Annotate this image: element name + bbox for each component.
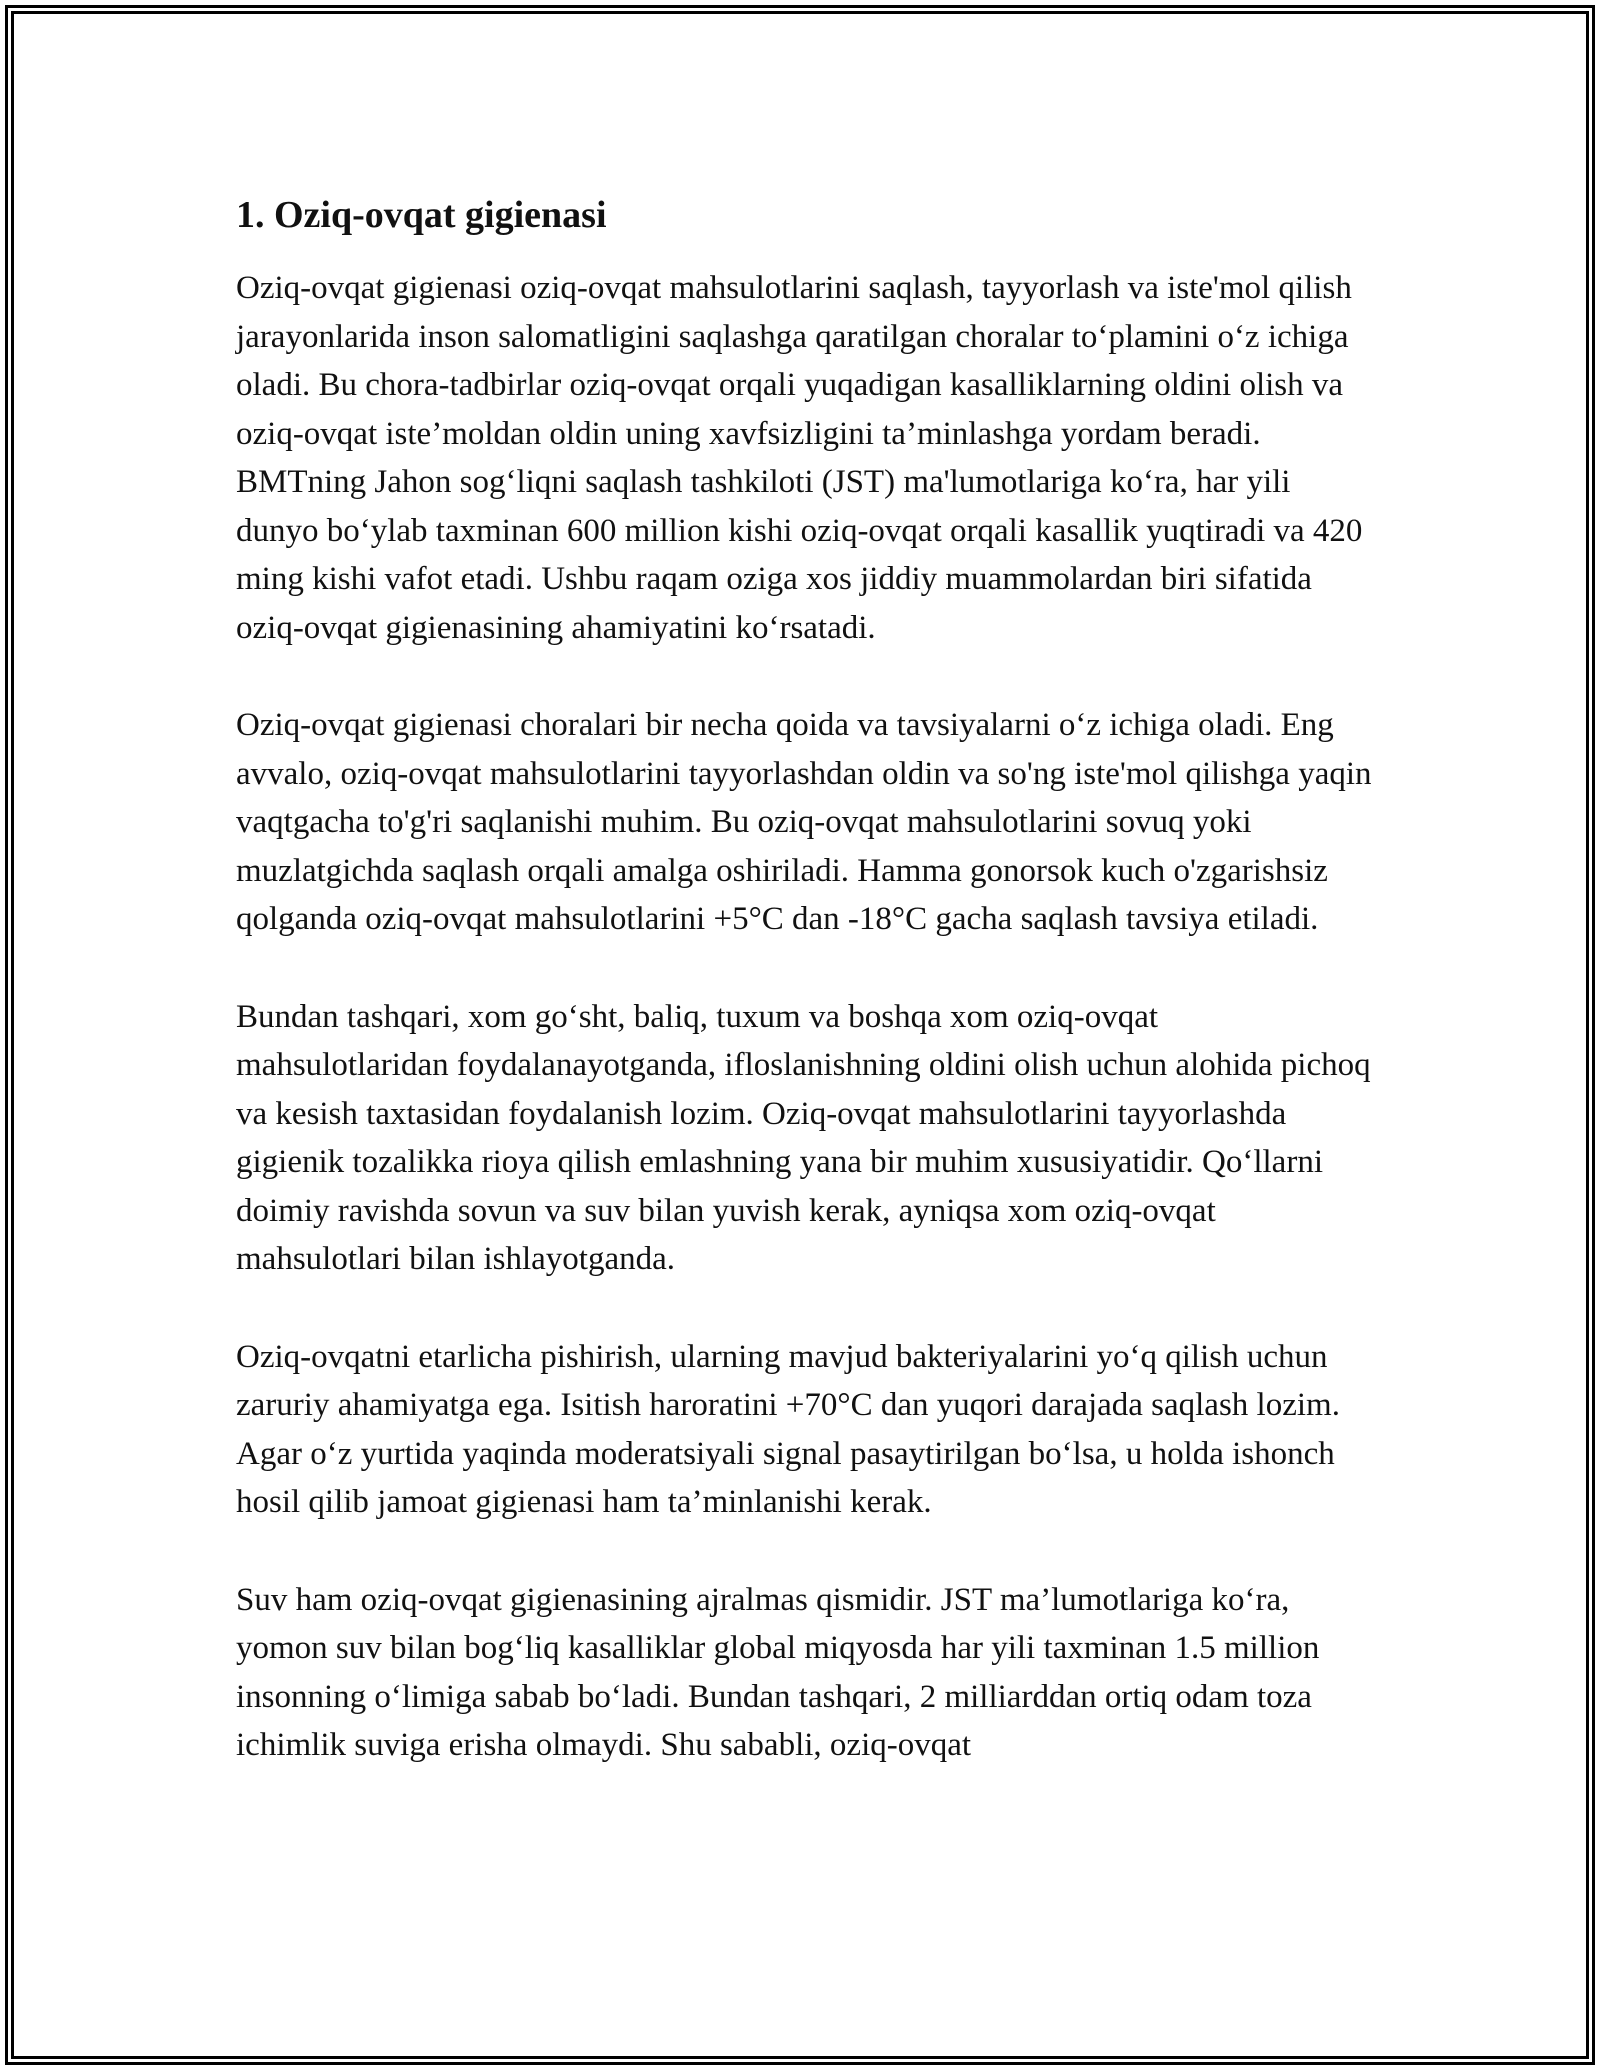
- paragraph: Bundan tashqari, xom go‘sht, baliq, tuxum va boshqa xom oziq-ovqat mahsulotlaridan foydalanayotganda, ifloslanishning oldini olish uchun alohida pichoq va kesish taxtasidan foydalanish lozim. Oziq-ovqat mahsulotlarini tayyorlashda gigienik tozalikka rioya qilish emlashning yana bir muhim xususiyatidir. Qo‘llarni doimiy ravishda sovun va suv bilan yuvish kerak, ayniqsa xom oziq-ovqat mahsulotlari bilan ishlayotganda.: [236, 998, 1371, 1277]
- document-body: [236, 186, 1376, 1770]
- paragraph: Oziq-ovqatni etarlicha pishirish, ularning mavjud bakteriyalarini yo‘q qilish uchun zaruriy ahamiyatga ega. Isitish haroratini +70°C dan yuqori darajada saqlash lozim. Agar o‘z yurtida yaqinda moderatsiyali signal pasaytirilgan bo‘lsa, u holda ishonch hosil qilib jamoat gigienasi ham ta’minlanishi kerak.: [236, 1338, 1340, 1520]
- section-heading: 1. Oziq-ovqat gigienasi: [236, 194, 607, 236]
- paragraph: Oziq-ovqat gigienasi choralari bir necha qoida va tavsiyalarni o‘z ichiga oladi. Eng avvalo, oziq-ovqat mahsulotlarini tayyorlashdan oldin va so'ng iste'mol qilishga yaqin vaqtgacha to'g'ri saqlanishi muhim. Bu oziq-ovqat mahsulotlarini sovuq yoki muzlatgichda saqlash orqali amalga oshiriladi. Hamma gonorsok kuch o'zgarishsiz qolganda oziq-ovqat mahsulotlarini +5°C dan -18°C gacha saqlash tavsiya etiladi.: [236, 707, 1372, 937]
- paragraph: Suv ham oziq-ovqat gigienasining ajralmas qismidir. JST ma’lumotlariga ko‘ra, yomon suv bilan bog‘liq kasalliklar global miqyosda har yili taxminan 1.5 million insonning o‘limiga sabab bo‘ladi. Bundan tashqari, 2 milliarddan ortiq odam toza ichimlik suviga erisha olmaydi. Shu sababli, oziq-ovqat: [236, 1581, 1320, 1763]
- paragraph: Oziq-ovqat gigienasi oziq-ovqat mahsulotlarini saqlash, tayyorlash va iste'mol qilish jarayonlarida inson salomatligini saqlashga qaratilgan choralar to‘plamini o‘z ichiga oladi. Bu chora-tadbirlar oziq-ovqat orqali yuqadigan kasalliklarning oldini olish va oziq-ovqat iste’moldan oldin uning xavfsizligini ta’minlashga yordam beradi. BMTning Jahon sog‘liqni saqlash tashkiloti (JST) ma'lumotlariga ko‘ra, har yili dunyo bo‘ylab taxminan 600 million kishi oziq-ovqat orqali kasallik yuqtiradi va 420 ming kishi vafot etadi. Ushbu raqam oziga xos jiddiy muammolardan biri sifatida oziq-ovqat gigienasining ahamiyatini ko‘rsatadi.: [236, 270, 1363, 646]
